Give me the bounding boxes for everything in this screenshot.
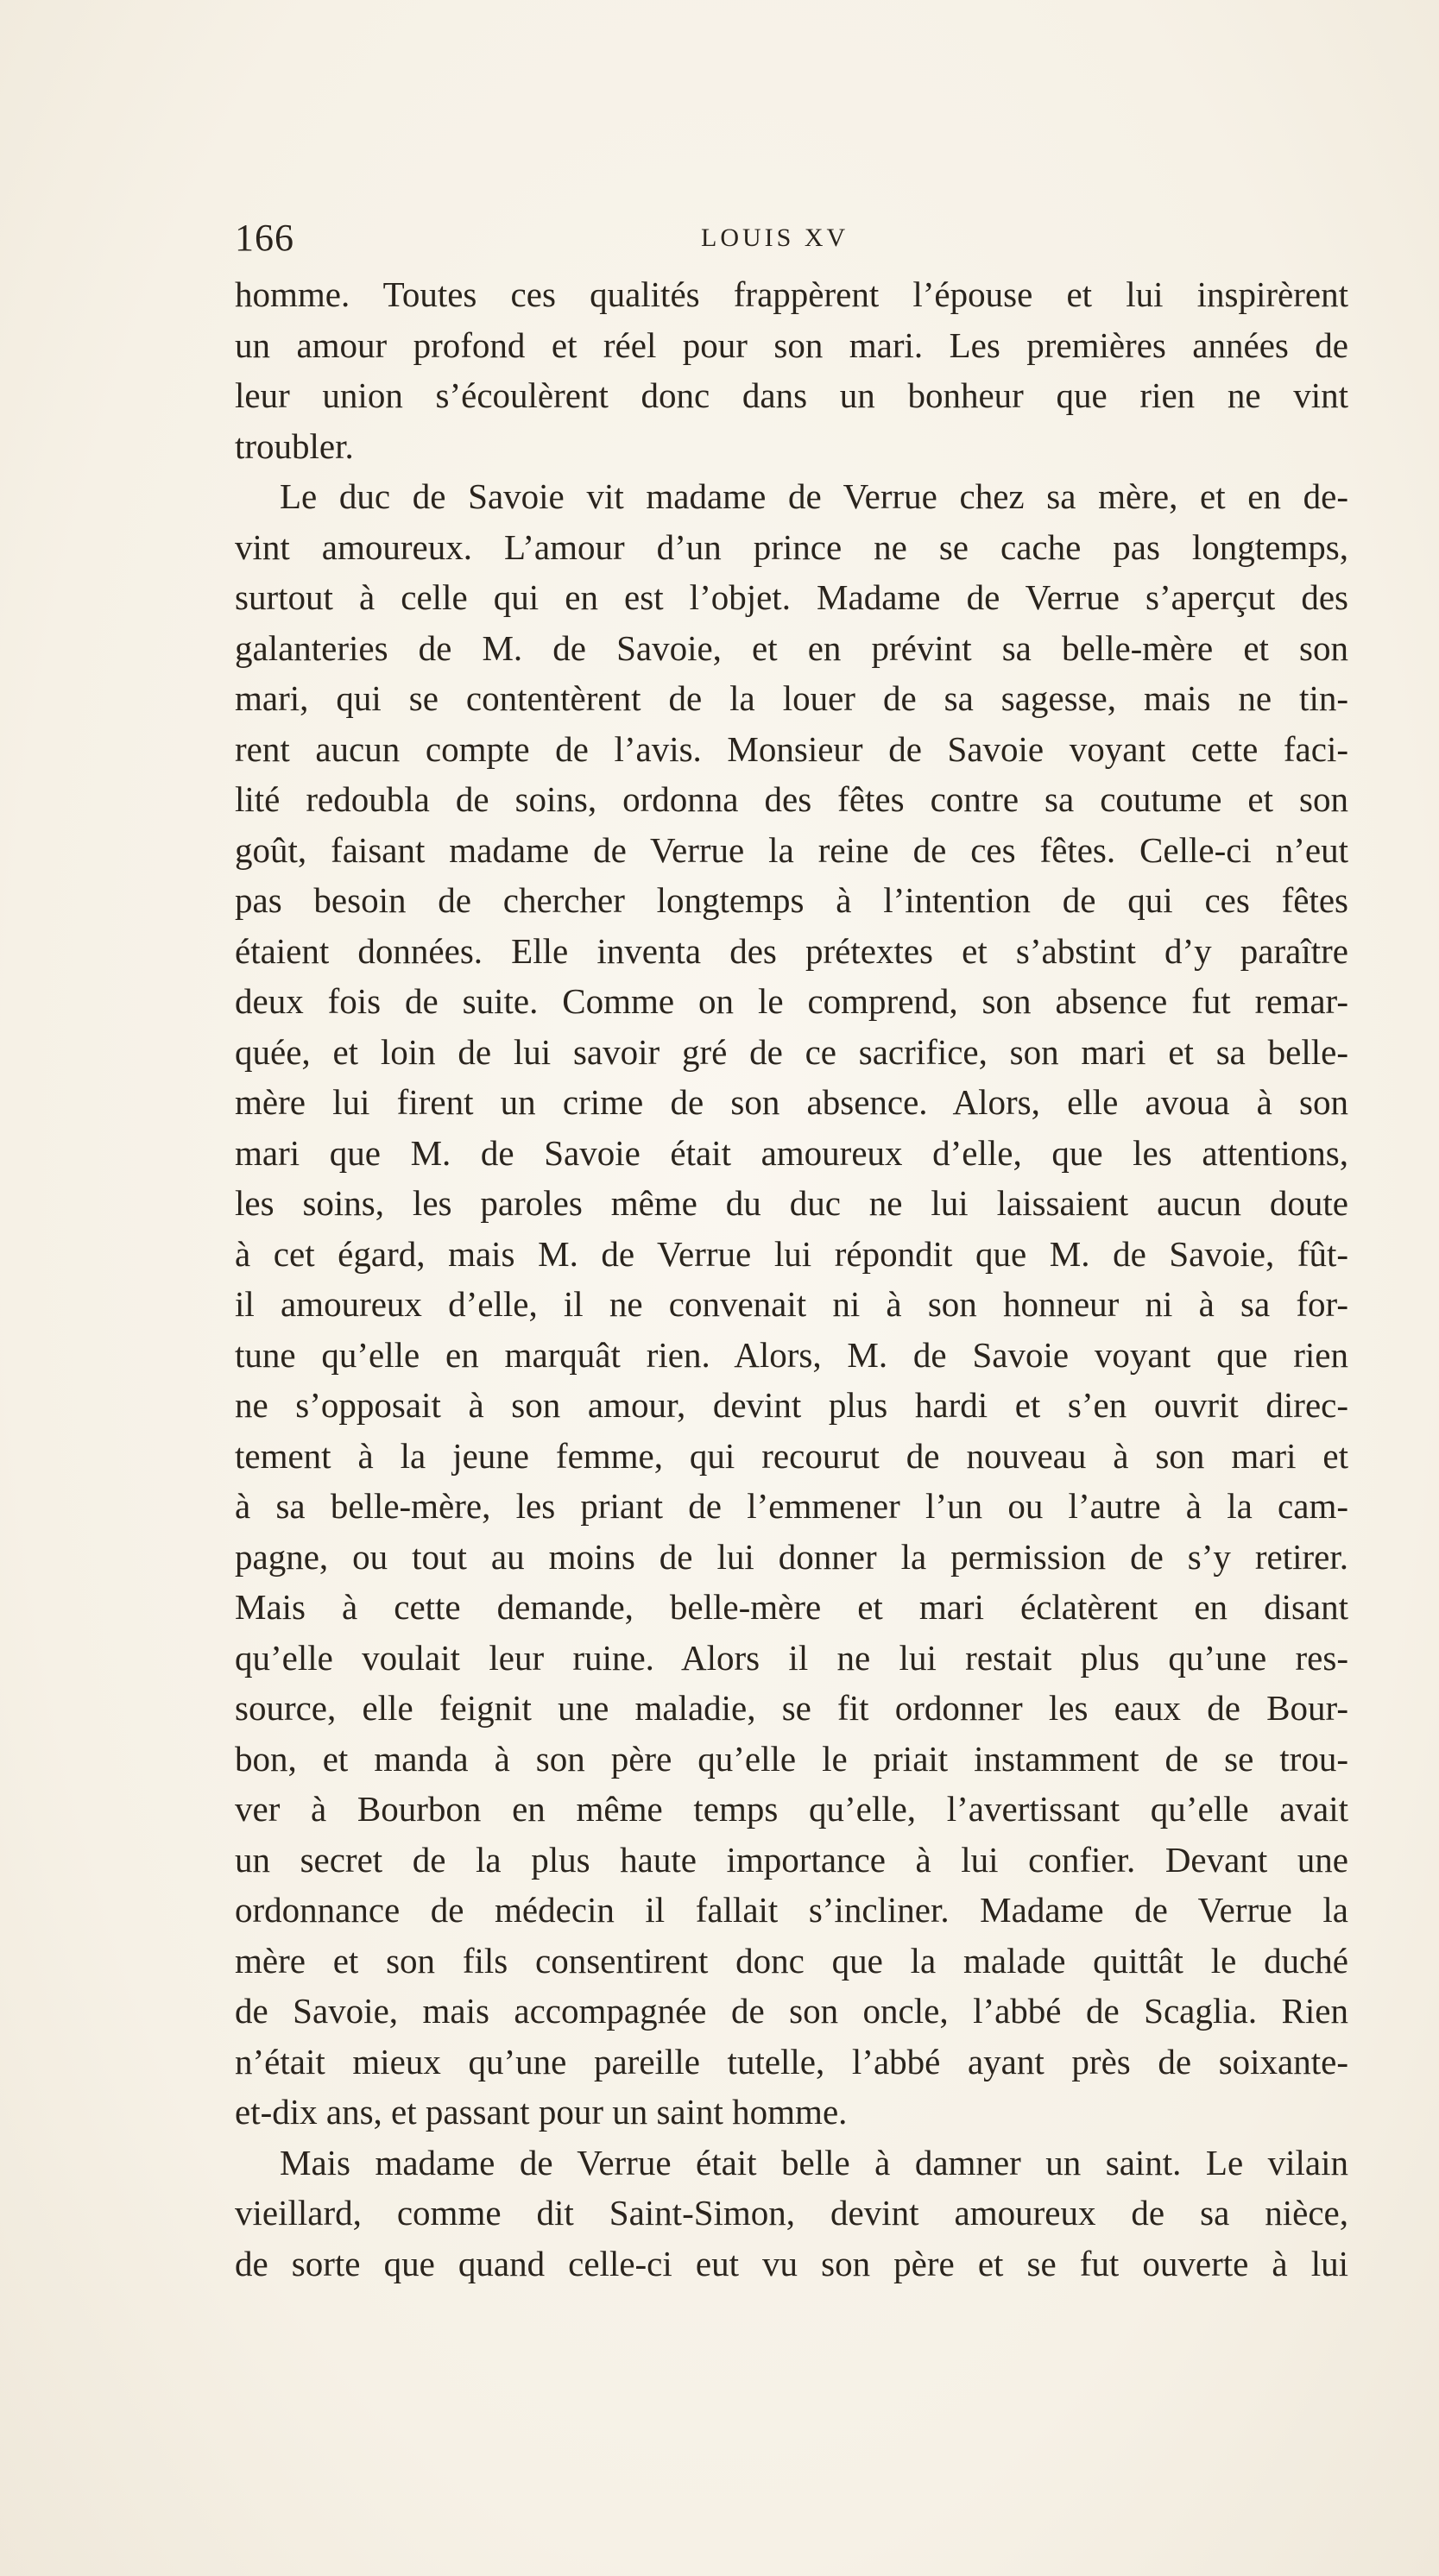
text-line: les soins, les paroles même du duc ne lui laissaient aucun doute (235, 1183, 1348, 1223)
text-line: Mais à cette demande, belle-mère et mari éclatèrent en disant (235, 1587, 1348, 1627)
text-line: rent aucun compte de l’avis. Monsieur de Savoie voyant cette faci- (235, 728, 1348, 769)
text-line: vint amoureux. L’amour d’un prince ne se cache pas longtemps, (235, 526, 1348, 567)
text-line: mère et son fils consentirent donc que la malade quittât le duché (235, 1940, 1348, 1981)
text-line: ver à Bourbon en même temps qu’elle, l’avertissant qu’elle avait (235, 1789, 1348, 1829)
text-line: à cet égard, mais M. de Verrue lui répondit que M. de Savoie, fût- (235, 1233, 1348, 1274)
text-line: un amour profond et réel pour son mari. Les premières années de (235, 324, 1348, 365)
text-line: surtout à celle qui en est l’objet. Madame de Verrue s’aperçut des (235, 577, 1348, 617)
text-line: quée, et loin de lui savoir gré de ce sacrifice, son mari et sa belle- (235, 1031, 1348, 1072)
body-text (235, 269, 1348, 2289)
text-line: à sa belle-mère, les priant de l’emmener l’un ou l’autre à la cam- (235, 1486, 1348, 1526)
text-line: deux fois de suite. Comme on le comprend, son absence fut remar- (235, 981, 1348, 1021)
text-line: bon, et manda à son père qu’elle le priait instamment de se trou- (235, 1738, 1348, 1779)
text-line: tement à la jeune femme, qui recourut de nouveau à son mari et (235, 1435, 1348, 1476)
text-line: homme. Toutes ces qualités frappèrent l’épouse et lui inspirèrent (235, 274, 1348, 314)
text-line: goût, faisant madame de Verrue la reine de ces fêtes. Celle-ci n’eut (235, 829, 1348, 870)
text-line: étaient données. Elle inventa des prétextes et s’abstint d’y paraître (235, 930, 1348, 971)
text-line: mère lui firent un crime de son absence. Alors, elle avoua à son (235, 1082, 1348, 1122)
text-line: de Savoie, mais accompagnée de son oncle, l’abbé de Scaglia. Rien (235, 1991, 1348, 2031)
text-line: mari que M. de Savoie était amoureux d’elle, que les attentions, (235, 1132, 1348, 1173)
text-line: Le duc de Savoie vit madame de Verrue chez sa mère, et en de- (280, 476, 1348, 516)
text-line: mari, qui se contentèrent de la louer de sa sagesse, mais ne tin- (235, 678, 1348, 718)
text-line: source, elle feignit une maladie, se fit ordonner les eaux de Bour- (235, 1688, 1348, 1728)
running-head: LOUIS XV (701, 224, 849, 252)
page-header (235, 216, 1348, 261)
text-line: pas besoin de chercher longtemps à l’intention de qui ces fêtes (235, 880, 1348, 920)
text-line: qu’elle voulait leur ruine. Alors il ne lui restait plus qu’une res- (235, 1637, 1348, 1678)
text-line: pagne, ou tout au moins de lui donner la permission de s’y retirer. (235, 1536, 1348, 1577)
text-line: de sorte que quand celle-ci eut vu son père et se fut ouverte à lui (235, 2243, 1348, 2283)
text-line: il amoureux d’elle, il ne convenait ni à son honneur ni à sa for- (235, 1284, 1348, 1324)
page-number: 166 (235, 217, 294, 259)
text-line: leur union s’écoulèrent donc dans un bonheur que rien ne vint (235, 375, 1348, 415)
text-line: tune qu’elle en marquât rien. Alors, M. de Savoie voyant que rien (235, 1334, 1348, 1375)
text-line: un secret de la plus haute importance à lui confier. Devant une (235, 1839, 1348, 1880)
text-line: troubler. (235, 425, 354, 466)
text-line: lité redoubla de soins, ordonna des fêtes contre sa coutume et son (235, 779, 1348, 819)
text-line: et-dix ans, et passant pour un saint homme. (235, 2092, 848, 2132)
text-line: ordonnance de médecin il fallait s’incliner. Madame de Verrue la (235, 1890, 1348, 1930)
text-line: vieillard, comme dit Saint-Simon, devint amoureux de sa nièce, (235, 2193, 1348, 2233)
text-line: galanteries de M. de Savoie, et en prévint sa belle-mère et son (235, 627, 1348, 668)
text-line: Mais madame de Verrue était belle à damner un saint. Le vilain (280, 2142, 1348, 2182)
text-line: n’était mieux qu’une pareille tutelle, l’abbé ayant près de soixante- (235, 2041, 1348, 2082)
text-line: ne s’opposait à son amour, devint plus hardi et s’en ouvrit direc- (235, 1385, 1348, 1425)
